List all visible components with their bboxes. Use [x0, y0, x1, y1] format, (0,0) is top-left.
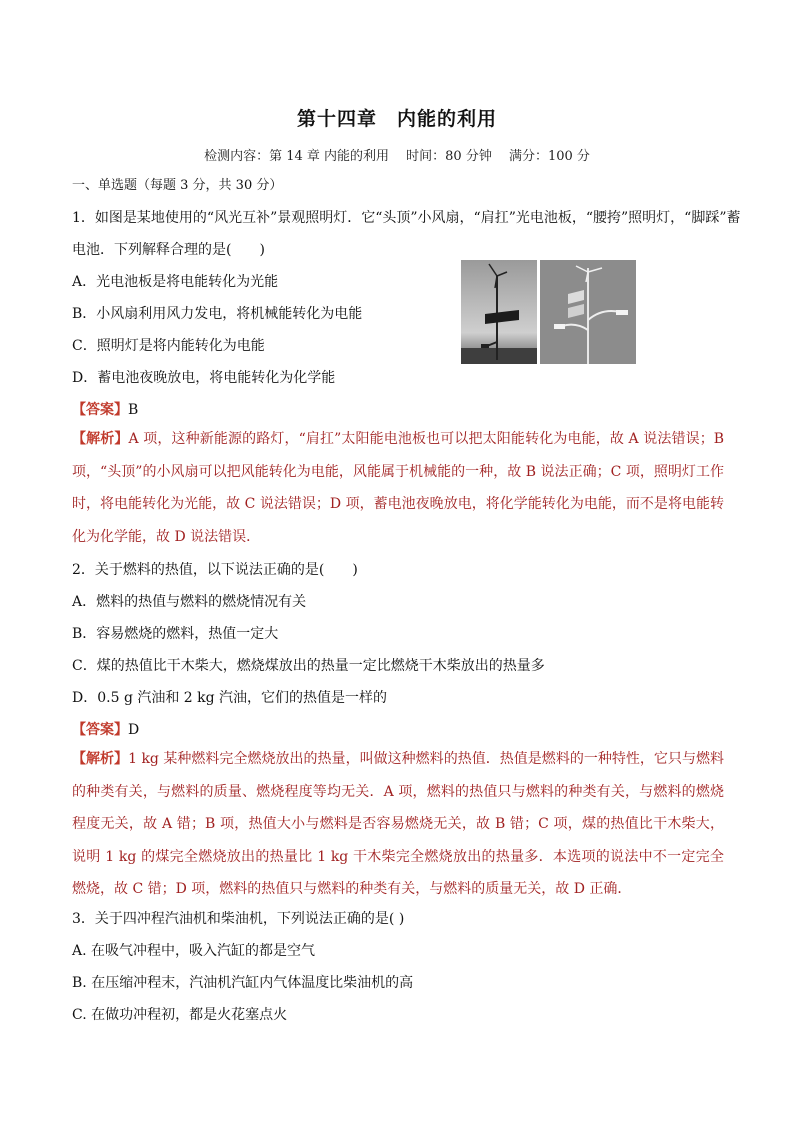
exam-info: 检测内容：第 14 章 内能的利用 时间：80 分钟 满分：100 分 — [204, 149, 590, 164]
q3-option-b: B. 在压缩冲程末，汽油机汽缸内气体温度比柴油机的高 — [72, 975, 414, 991]
q1-option-a: A．光电池板是将电能转化为光能 — [72, 274, 279, 290]
q1-analysis-label: 【解析】 — [72, 431, 129, 447]
q2-analysis-text: 1 kg 某种燃料完全燃烧放出的热量，叫做这种燃料的热值．热值是燃料的一种特性，它只与燃料的种类有关，与燃料的质量、燃烧程度等均无关．A 项，燃料的热值只与燃料的种类有关，与燃料的燃烧程度无关，故 A 错；B 项，热值大小与燃料是否容易燃烧无关，故 B 错；C 项，煤的热值比干木柴大，说明 1 kg 的煤完全燃烧放出的热量比 1 kg 干木柴完全燃烧放出的热量多．本选项的说法中不一定完全燃烧，故 C 错；D 项，燃料的热值只与燃料的种类有关，与燃料的质量无关，故 D 正确． — [72, 751, 724, 897]
q1-option-d: D．蓄电池夜晚放电，将电能转化为化学能 — [72, 370, 336, 386]
streetlight-photo-right — [540, 260, 636, 364]
q2-option-b: B．容易燃烧的燃料，热值一定大 — [72, 626, 279, 642]
q2-answer-label: 【答案】 — [72, 722, 128, 738]
q2-analysis — [72, 743, 724, 906]
q2-option-d: D．0.5 g 汽油和 2 kg 汽油，它们的热值是一样的 — [72, 690, 388, 706]
q3-option-a: A. 在吸气冲程中，吸入汽缸的都是空气 — [72, 943, 316, 959]
q1-answer-label: 【答案】 — [72, 402, 128, 418]
q2-option-c: C．煤的热值比干木柴大，燃烧煤放出的热量一定比燃烧干木柴放出的热量多 — [72, 658, 545, 674]
q2-answer — [72, 720, 139, 740]
q1-analysis — [72, 423, 724, 553]
q1-option-c: C．照明灯是将内能转化为电能 — [72, 338, 265, 354]
q2-answer-value: D — [128, 722, 140, 738]
q1-analysis-text: A 项，这种新能源的路灯，“肩扛”太阳能电池板也可以把太阳能转化为电能，故 A 说法错误；B 项，“头顶”的小风扇可以把风能转化为电能，风能属于机械能的一种，故 B 说法正确；C 项，照明灯工作时，将电能转化为光能，故 C 说法错误；D 项，蓄电池夜晚放电，将化学能转化为电能，而不是将电能转化为化学能，故 D 说法错误． — [72, 431, 725, 545]
section-heading: 一、单选题（每题 3 分，共 30 分） — [72, 178, 283, 193]
streetlight-photo-left — [461, 260, 537, 364]
q2-analysis-label: 【解析】 — [72, 751, 129, 767]
q1-answer-value: B — [128, 402, 139, 418]
q1-stem-line2: 电池．下列解释合理的是( ) — [72, 242, 265, 258]
q1-option-b: B．小风扇利用风力发电，将机械能转化为电能 — [72, 306, 363, 322]
q1-stem-line1: 1．如图是某地使用的“风光互补”景观照明灯．它“头顶”小风扇，“肩扛”光电池板，“腰挎”照明灯，“脚踩”蓄 — [72, 210, 741, 226]
q2-option-a: A．燃料的热值与燃料的燃烧情况有关 — [72, 594, 307, 610]
wind-solar-streetlight-photo — [461, 260, 636, 364]
q3-option-c: C. 在做功冲程初，都是火花塞点火 — [72, 1007, 288, 1023]
q1-answer — [72, 400, 138, 420]
q2-stem: 2．关于燃料的热值，以下说法正确的是( ) — [72, 562, 358, 578]
q3-stem: 3．关于四冲程汽油机和柴油机，下列说法正确的是( ) — [72, 911, 405, 927]
chapter-title: 第十四章 内能的利用 — [296, 108, 497, 130]
